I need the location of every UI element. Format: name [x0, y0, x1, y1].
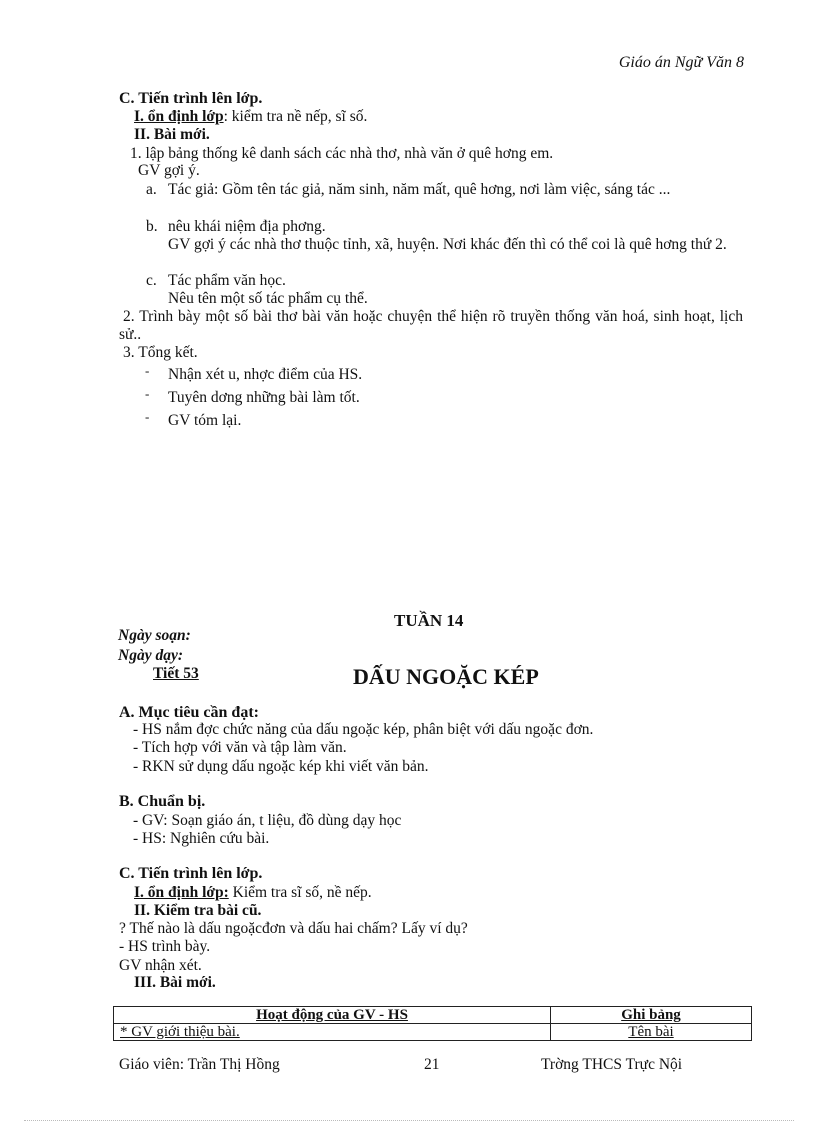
- section-iii-heading: III. Bài mới.: [134, 974, 216, 991]
- table-header-activity: Hoạt động của GV - HS: [114, 1007, 551, 1024]
- section-i-line-2: [134, 884, 372, 902]
- objective-item: - Tích hợp với văn và tập làm văn.: [133, 739, 347, 756]
- bullet-dash: -: [145, 363, 150, 378]
- gv-suggest: GV gợi ý.: [138, 162, 200, 179]
- bullet-dash: -: [145, 386, 150, 401]
- section-c-heading-2: C. Tiến trình lên lớp.: [119, 865, 263, 882]
- footer-school: Trờng THCS Trực Nội: [541, 1056, 683, 1073]
- bullet-dash: -: [145, 409, 150, 424]
- footer-page-number: 21: [424, 1056, 440, 1073]
- list-marker-b: b.: [146, 218, 158, 235]
- section-c-heading: C. Tiến trình lên lớp.: [119, 90, 263, 107]
- section-ii-heading: II. Bài mới.: [134, 126, 210, 143]
- footer-teacher: Giáo viên: Trần Thị Hồng: [119, 1056, 280, 1073]
- review-question: ? Thế nào là dấu ngoặcđơn và dấu hai chấm? Lấy ví dụ?: [119, 920, 468, 937]
- activity-table: [113, 1006, 752, 1041]
- page-edge-divider: [24, 1120, 794, 1121]
- review-line: GV nhận xét.: [119, 957, 202, 974]
- date-taught: Ngày dạy:: [118, 647, 183, 664]
- table-cell: Tên bài: [551, 1024, 752, 1041]
- preparation-item: - HS: Nghiên cứu bài.: [133, 830, 270, 847]
- list-item-c-detail: Nêu tên một số tác phẩm cụ thể.: [168, 290, 368, 307]
- summary-bullet: GV tóm lại.: [168, 412, 242, 429]
- section-i-label: I. ổn định lớp: [134, 108, 224, 125]
- item-3: 3. Tổng kết.: [123, 344, 198, 361]
- period-label: Tiết 53: [153, 665, 199, 682]
- table-row: [114, 1024, 752, 1041]
- objective-item: - HS nắm đợc chức năng của dấu ngoặc kép, phân biệt với dấu ngoặc đơn.: [133, 721, 594, 738]
- section-i-text-2: Kiểm tra sĩ số, nề nếp.: [228, 884, 372, 901]
- section-i-label-2: I. ổn định lớp:: [134, 884, 229, 901]
- table-cell: * GV giới thiệu bài.: [114, 1024, 551, 1041]
- week-heading: TUẦN 14: [394, 611, 464, 630]
- list-item-c: Tác phẩm văn học.: [168, 272, 286, 289]
- section-ii-heading-2: II. Kiểm tra bài cũ.: [134, 902, 262, 919]
- section-i-text: : kiểm tra nề nếp, sĩ số.: [223, 108, 368, 125]
- table-header-row: [114, 1007, 752, 1024]
- objective-item: - RKN sử dụng dấu ngoặc kép khi viết văn bản.: [133, 758, 429, 775]
- review-line: - HS trình bày.: [119, 938, 211, 955]
- list-item-b-detail: GV gợi ý các nhà thơ thuộc tỉnh, xã, huyện. Nơi khác đến thì có thể coi là quê hơng thứ 2.: [168, 236, 727, 253]
- preparation-item: - GV: Soạn giáo án, t liệu, đồ dùng dạy học: [133, 812, 402, 829]
- section-i-line: [134, 108, 367, 126]
- list-marker-a: a.: [146, 181, 157, 198]
- item-2: 2. Trình bày một số bài thơ bài văn hoặc chuyện thể hiện rõ truyền thống văn hoá, sinh hoạt, lịch sử..: [119, 308, 743, 343]
- summary-bullet: Nhận xét u, nhợc điểm của HS.: [168, 366, 363, 383]
- running-header: Giáo án Ngữ Văn 8: [618, 54, 744, 71]
- objectives-heading: A. Mục tiêu cần đạt:: [119, 704, 259, 721]
- preparation-heading: B. Chuẩn bị.: [119, 793, 206, 810]
- lesson-title: DẤU NGOẶC KÉP: [353, 664, 539, 689]
- list-item-b: nêu khái niệm địa phơng.: [168, 218, 326, 235]
- table-header-notes: Ghi bảng: [551, 1007, 752, 1024]
- item-1: 1. lập bảng thống kê danh sách các nhà thơ, nhà văn ở quê hơng em.: [130, 145, 554, 162]
- date-prepared: Ngày soạn:: [118, 627, 191, 644]
- list-marker-c: c.: [146, 272, 157, 289]
- summary-bullet: Tuyên dơng những bài làm tốt.: [168, 389, 360, 406]
- list-item-a: Tác giả: Gồm tên tác giả, năm sinh, năm mất, quê hơng, nơi làm việc, sáng tác ...: [168, 181, 671, 198]
